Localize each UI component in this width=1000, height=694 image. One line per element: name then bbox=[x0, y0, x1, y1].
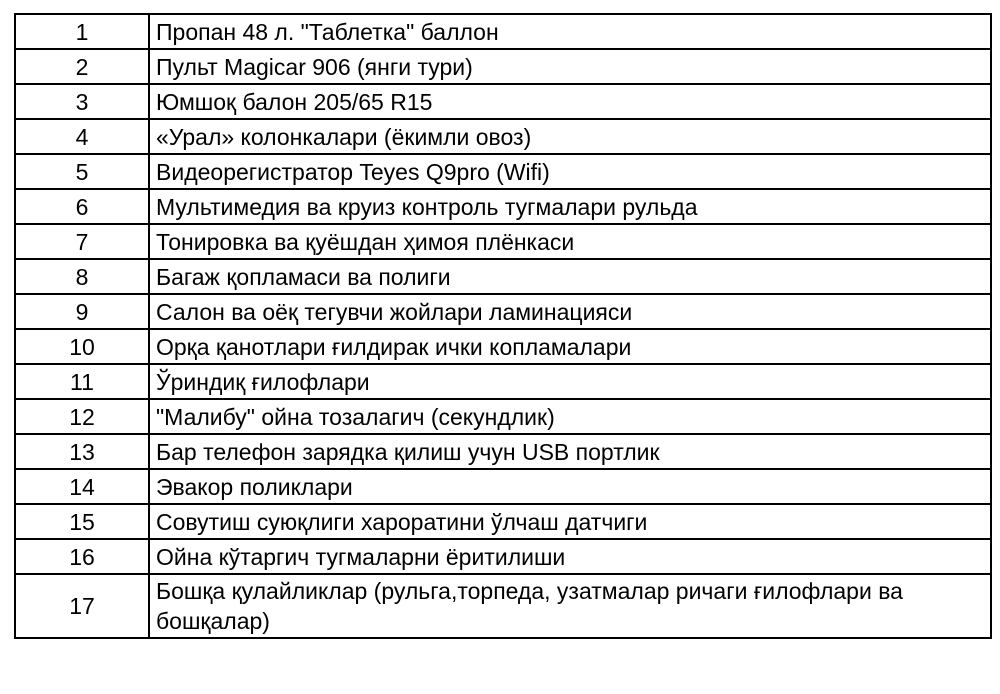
row-number: 3 bbox=[15, 84, 149, 119]
row-description: Видеорегистратор Teyes Q9pro (Wifi) bbox=[149, 154, 991, 189]
row-description: Бар телефон зарядка қилиш учун USB портлик bbox=[149, 434, 991, 469]
row-description: Совутиш суюқлиги хароратини ўлчаш датчиги bbox=[149, 504, 991, 539]
row-number: 10 bbox=[15, 329, 149, 364]
row-number: 6 bbox=[15, 189, 149, 224]
row-description: «Урал» колонкалари (ёкимли овоз) bbox=[149, 119, 991, 154]
row-number: 5 bbox=[15, 154, 149, 189]
row-number: 13 bbox=[15, 434, 149, 469]
table-row bbox=[15, 399, 991, 434]
row-description: Юмшоқ балон 205/65 R15 bbox=[149, 84, 991, 119]
row-number: 2 bbox=[15, 49, 149, 84]
row-description: Пульт Magicar 906 (янги тури) bbox=[149, 49, 991, 84]
table-row bbox=[15, 364, 991, 399]
row-number: 17 bbox=[15, 574, 149, 638]
features-sheet bbox=[14, 13, 990, 639]
row-description: Тонировка ва қуёшдан ҳимоя плёнкаси bbox=[149, 224, 991, 259]
row-number: 9 bbox=[15, 294, 149, 329]
row-number: 1 bbox=[15, 14, 149, 49]
row-description: Бошқа қулайликлар (рульга,торпеда, узатмалар ричаги ғилофлари ва бошқалар) bbox=[149, 574, 991, 638]
row-number: 4 bbox=[15, 119, 149, 154]
table-row bbox=[15, 189, 991, 224]
table-row bbox=[15, 224, 991, 259]
row-description: Ойна кўтаргич тугмаларни ёритилиши bbox=[149, 539, 991, 574]
row-description: Эвакор поликлари bbox=[149, 469, 991, 504]
table-row bbox=[15, 119, 991, 154]
row-number: 16 bbox=[15, 539, 149, 574]
row-number: 8 bbox=[15, 259, 149, 294]
row-description: Орқа қанотлари ғилдирак ички копламалари bbox=[149, 329, 991, 364]
table-row bbox=[15, 469, 991, 504]
table-row bbox=[15, 259, 991, 294]
table-row bbox=[15, 84, 991, 119]
table-row bbox=[15, 434, 991, 469]
row-number: 7 bbox=[15, 224, 149, 259]
row-number: 11 bbox=[15, 364, 149, 399]
table-row bbox=[15, 504, 991, 539]
table-row bbox=[15, 539, 991, 574]
features-table bbox=[14, 13, 992, 639]
table-row bbox=[15, 294, 991, 329]
row-number: 12 bbox=[15, 399, 149, 434]
row-description: Мультимедия ва круиз контроль тугмалари рульда bbox=[149, 189, 991, 224]
row-description: Пропан 48 л. "Таблетка" баллон bbox=[149, 14, 991, 49]
row-number: 15 bbox=[15, 504, 149, 539]
row-description: Салон ва оёқ тегувчи жойлари ламинацияси bbox=[149, 294, 991, 329]
row-description: Багаж қопламаси ва полиги bbox=[149, 259, 991, 294]
table-row bbox=[15, 14, 991, 49]
row-number: 14 bbox=[15, 469, 149, 504]
table-row bbox=[15, 49, 991, 84]
table-row bbox=[15, 329, 991, 364]
table-row bbox=[15, 574, 991, 638]
row-description: Ўриндиқ ғилофлари bbox=[149, 364, 991, 399]
row-description: "Малибу" ойна тозалагич (секундлик) bbox=[149, 399, 991, 434]
table-row bbox=[15, 154, 991, 189]
